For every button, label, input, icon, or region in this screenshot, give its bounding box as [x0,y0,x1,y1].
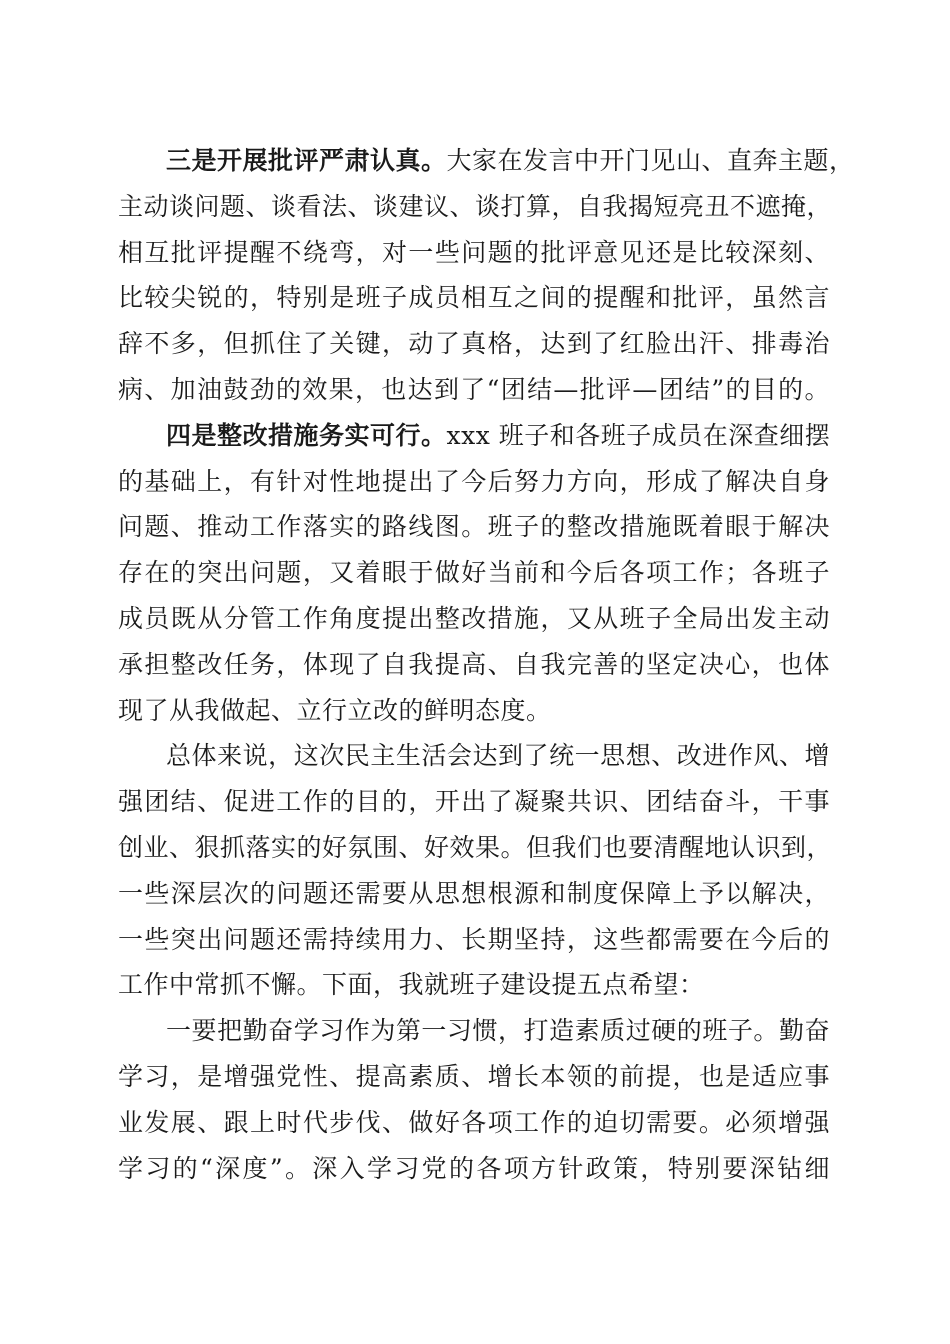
paragraph-1-lead: 三是开展批评严肃认真。 [166,146,447,175]
paragraph-3-line-1: 总体来说，这次民主生活会达到了统一思想、改进作风、增 [166,741,830,771]
paragraph-4-line-2: 学习，是增强党性、提高素质、增长本领的前提，也是适应事 [118,1061,830,1091]
paragraph-2-line-1-text: xxx 班子和各班子成员在深查细摆 [446,420,831,450]
paragraph-4-line-4: 学习的“深度”。深入学习党的各项方针政策，特别要深钻细 [118,1153,830,1183]
paragraph-1-line-2: 主动谈问题、谈看法、谈建议、谈打算，自我揭短亮丑不遮掩， [118,191,833,221]
paragraph-2-line-4: 存在的突出问题，又着眼于做好当前和今后各项工作；各班子 [118,558,830,588]
paragraph-2-lead: 四是整改措施务实可行。 [166,420,447,450]
paragraph-2-line-7: 现了从我做起、立行立改的鲜明态度。 [118,695,552,725]
paragraph-2-line-3: 问题、推动工作落实的路线图。班子的整改措施既着眼于解决 [118,512,830,542]
paragraph-1-line-6: 病、加油鼓劲的效果，也达到了“团结—批评—团结”的目的。 [118,374,830,404]
paragraph-2-line-2: 的基础上，有针对性地提出了今后努力方向，形成了解决自身 [118,466,830,496]
paragraph-1-line-1-text: 大家在发言中开门见山、直奔主题， [446,146,855,175]
paragraph-1-line-4: 比较尖锐的，特别是班子成员相互之间的提醒和批评，虽然言 [118,283,830,313]
paragraph-3-line-3: 创业、狠抓落实的好氛围、好效果。但我们也要清醒地认识到， [118,832,833,862]
paragraph-3-line-2: 强团结、促进工作的目的，开出了凝聚共识、团结奋斗，干事 [118,787,830,817]
paragraph-2-line-1 [118,413,830,459]
paragraph-4-line-3: 业发展、跟上时代步伐、做好各项工作的迫切需要。必须增强 [118,1107,830,1137]
paragraph-3-line-4: 一些深层次的问题还需要从思想根源和制度保障上予以解决， [118,878,830,908]
paragraph-1-line-3: 相互批评提醒不绕弯，对一些问题的批评意见还是比较深刻、 [118,237,830,267]
paragraph-3-line-5: 一些突出问题还需持续用力、长期坚持，这些都需要在今后的 [118,924,830,954]
document-body [118,138,855,1191]
paragraph-1-line-5: 辞不多，但抓住了关键，动了真格，达到了红脸出汗、排毒治 [118,329,830,359]
paragraph-4-line-1: 一要把勤奋学习作为第一习惯，打造素质过硬的班子。勤奋 [166,1016,830,1046]
paragraph-2-line-6: 承担整改任务，体现了自我提高、自我完善的坚定决心，也体 [118,649,830,679]
paragraph-3-line-6: 工作中常抓不懈。下面，我就班子建设提五点希望： [118,970,705,1000]
paragraph-2-line-5: 成员既从分管工作角度提出整改措施，又从班子全局出发主动 [118,603,830,633]
paragraph-1-line-1 [118,138,855,184]
